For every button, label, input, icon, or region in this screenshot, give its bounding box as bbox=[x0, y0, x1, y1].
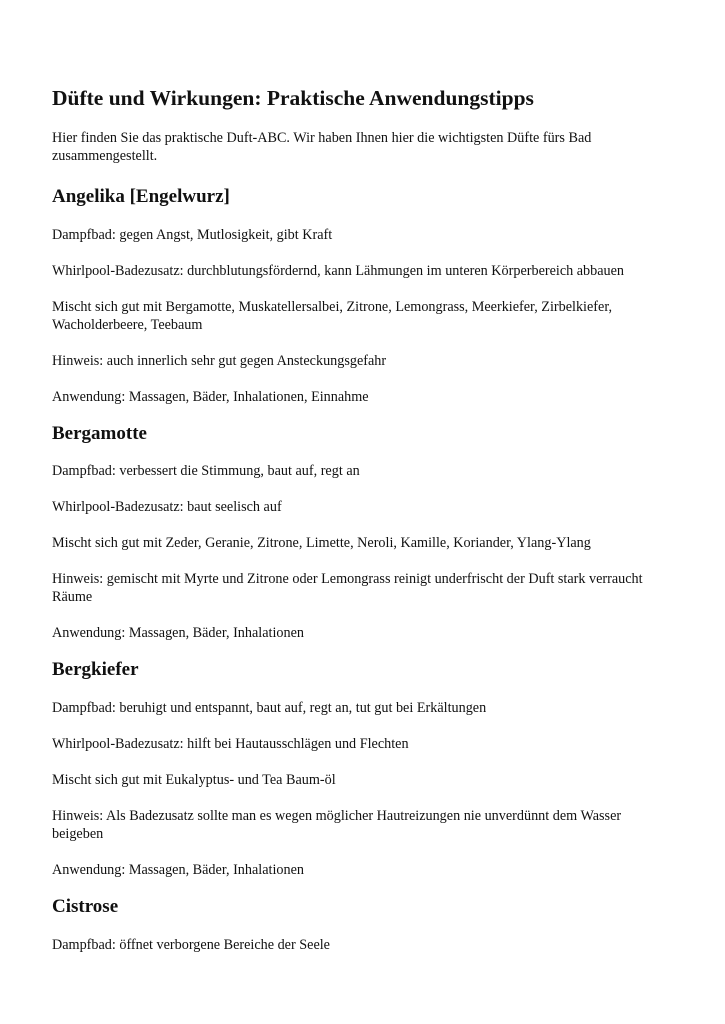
section-heading: Bergkiefer bbox=[52, 659, 139, 681]
section-line-hinweis: Hinweis: auch innerlich sehr gut gegen Ansteckungsgefahr bbox=[52, 352, 387, 369]
section-line-dampfbad: Dampfbad: verbessert die Stimmung, baut auf, regt an bbox=[52, 463, 360, 480]
section-line-mischt: Mischt sich gut mit Zeder, Geranie, Zitrone, Limette, Neroli, Kamille, Koriander, Ylang-Ylang bbox=[52, 535, 591, 552]
section-line-anwendung: Anwendung: Massagen, Bäder, Inhalationen bbox=[52, 625, 304, 642]
intro-paragraph: Hier finden Sie das praktische Duft-ABC. Wir haben Ihnen hier die wichtigsten Düfte fürs Bad zusammengestellt. bbox=[52, 129, 592, 164]
section-line-whirlpool: Whirlpool-Badezusatz: baut seelisch auf bbox=[52, 499, 282, 516]
section-line-hinweis: Hinweis: gemischt mit Myrte und Zitrone oder Lemongrass reinigt underfrischt der Duft stark verraucht Räume bbox=[52, 571, 643, 606]
section-line-anwendung: Anwendung: Massagen, Bäder, Inhalationen, Einnahme bbox=[52, 388, 369, 405]
section-heading: Angelika [Engelwurz] bbox=[52, 185, 230, 207]
section-line-whirlpool: Whirlpool-Badezusatz: hilft bei Hautausschlägen und Flechten bbox=[52, 736, 409, 753]
section-line-mischt: Mischt sich gut mit Bergamotte, Muskatellersalbei, Zitrone, Lemongrass, Meerkiefer, Zirbelkiefer, Wacholderbeere, Teebaum bbox=[52, 298, 613, 333]
page-title: Düfte und Wirkungen: Praktische Anwendungstipps bbox=[52, 86, 534, 110]
section-line-dampfbad: Dampfbad: gegen Angst, Mutlosigkeit, gibt Kraft bbox=[52, 226, 333, 243]
section-bergkiefer bbox=[52, 659, 674, 879]
section-line-hinweis: Hinweis: Als Badezusatz sollte man es wegen möglicher Hautreizungen nie unverdünnt dem Wasser beigeben bbox=[52, 808, 622, 843]
document-page bbox=[52, 86, 674, 972]
section-heading: Cistrose bbox=[52, 896, 119, 918]
section-line-mischt: Mischt sich gut mit Eukalyptus- und Tea Baum-öl bbox=[52, 772, 336, 789]
section-line-dampfbad: Dampfbad: öffnet verborgene Bereiche der Seele bbox=[52, 936, 330, 953]
section-angelika bbox=[52, 186, 674, 406]
section-cistrose bbox=[52, 896, 674, 954]
section-line-anwendung: Anwendung: Massagen, Bäder, Inhalationen bbox=[52, 862, 304, 879]
section-heading: Bergamotte bbox=[52, 422, 147, 444]
section-line-whirlpool: Whirlpool-Badezusatz: durchblutungsfördernd, kann Lähmungen im unteren Körperbereich abbauen bbox=[52, 262, 625, 279]
section-bergamotte bbox=[52, 423, 674, 643]
section-line-dampfbad: Dampfbad: beruhigt und entspannt, baut auf, regt an, tut gut bei Erkältungen bbox=[52, 700, 487, 717]
